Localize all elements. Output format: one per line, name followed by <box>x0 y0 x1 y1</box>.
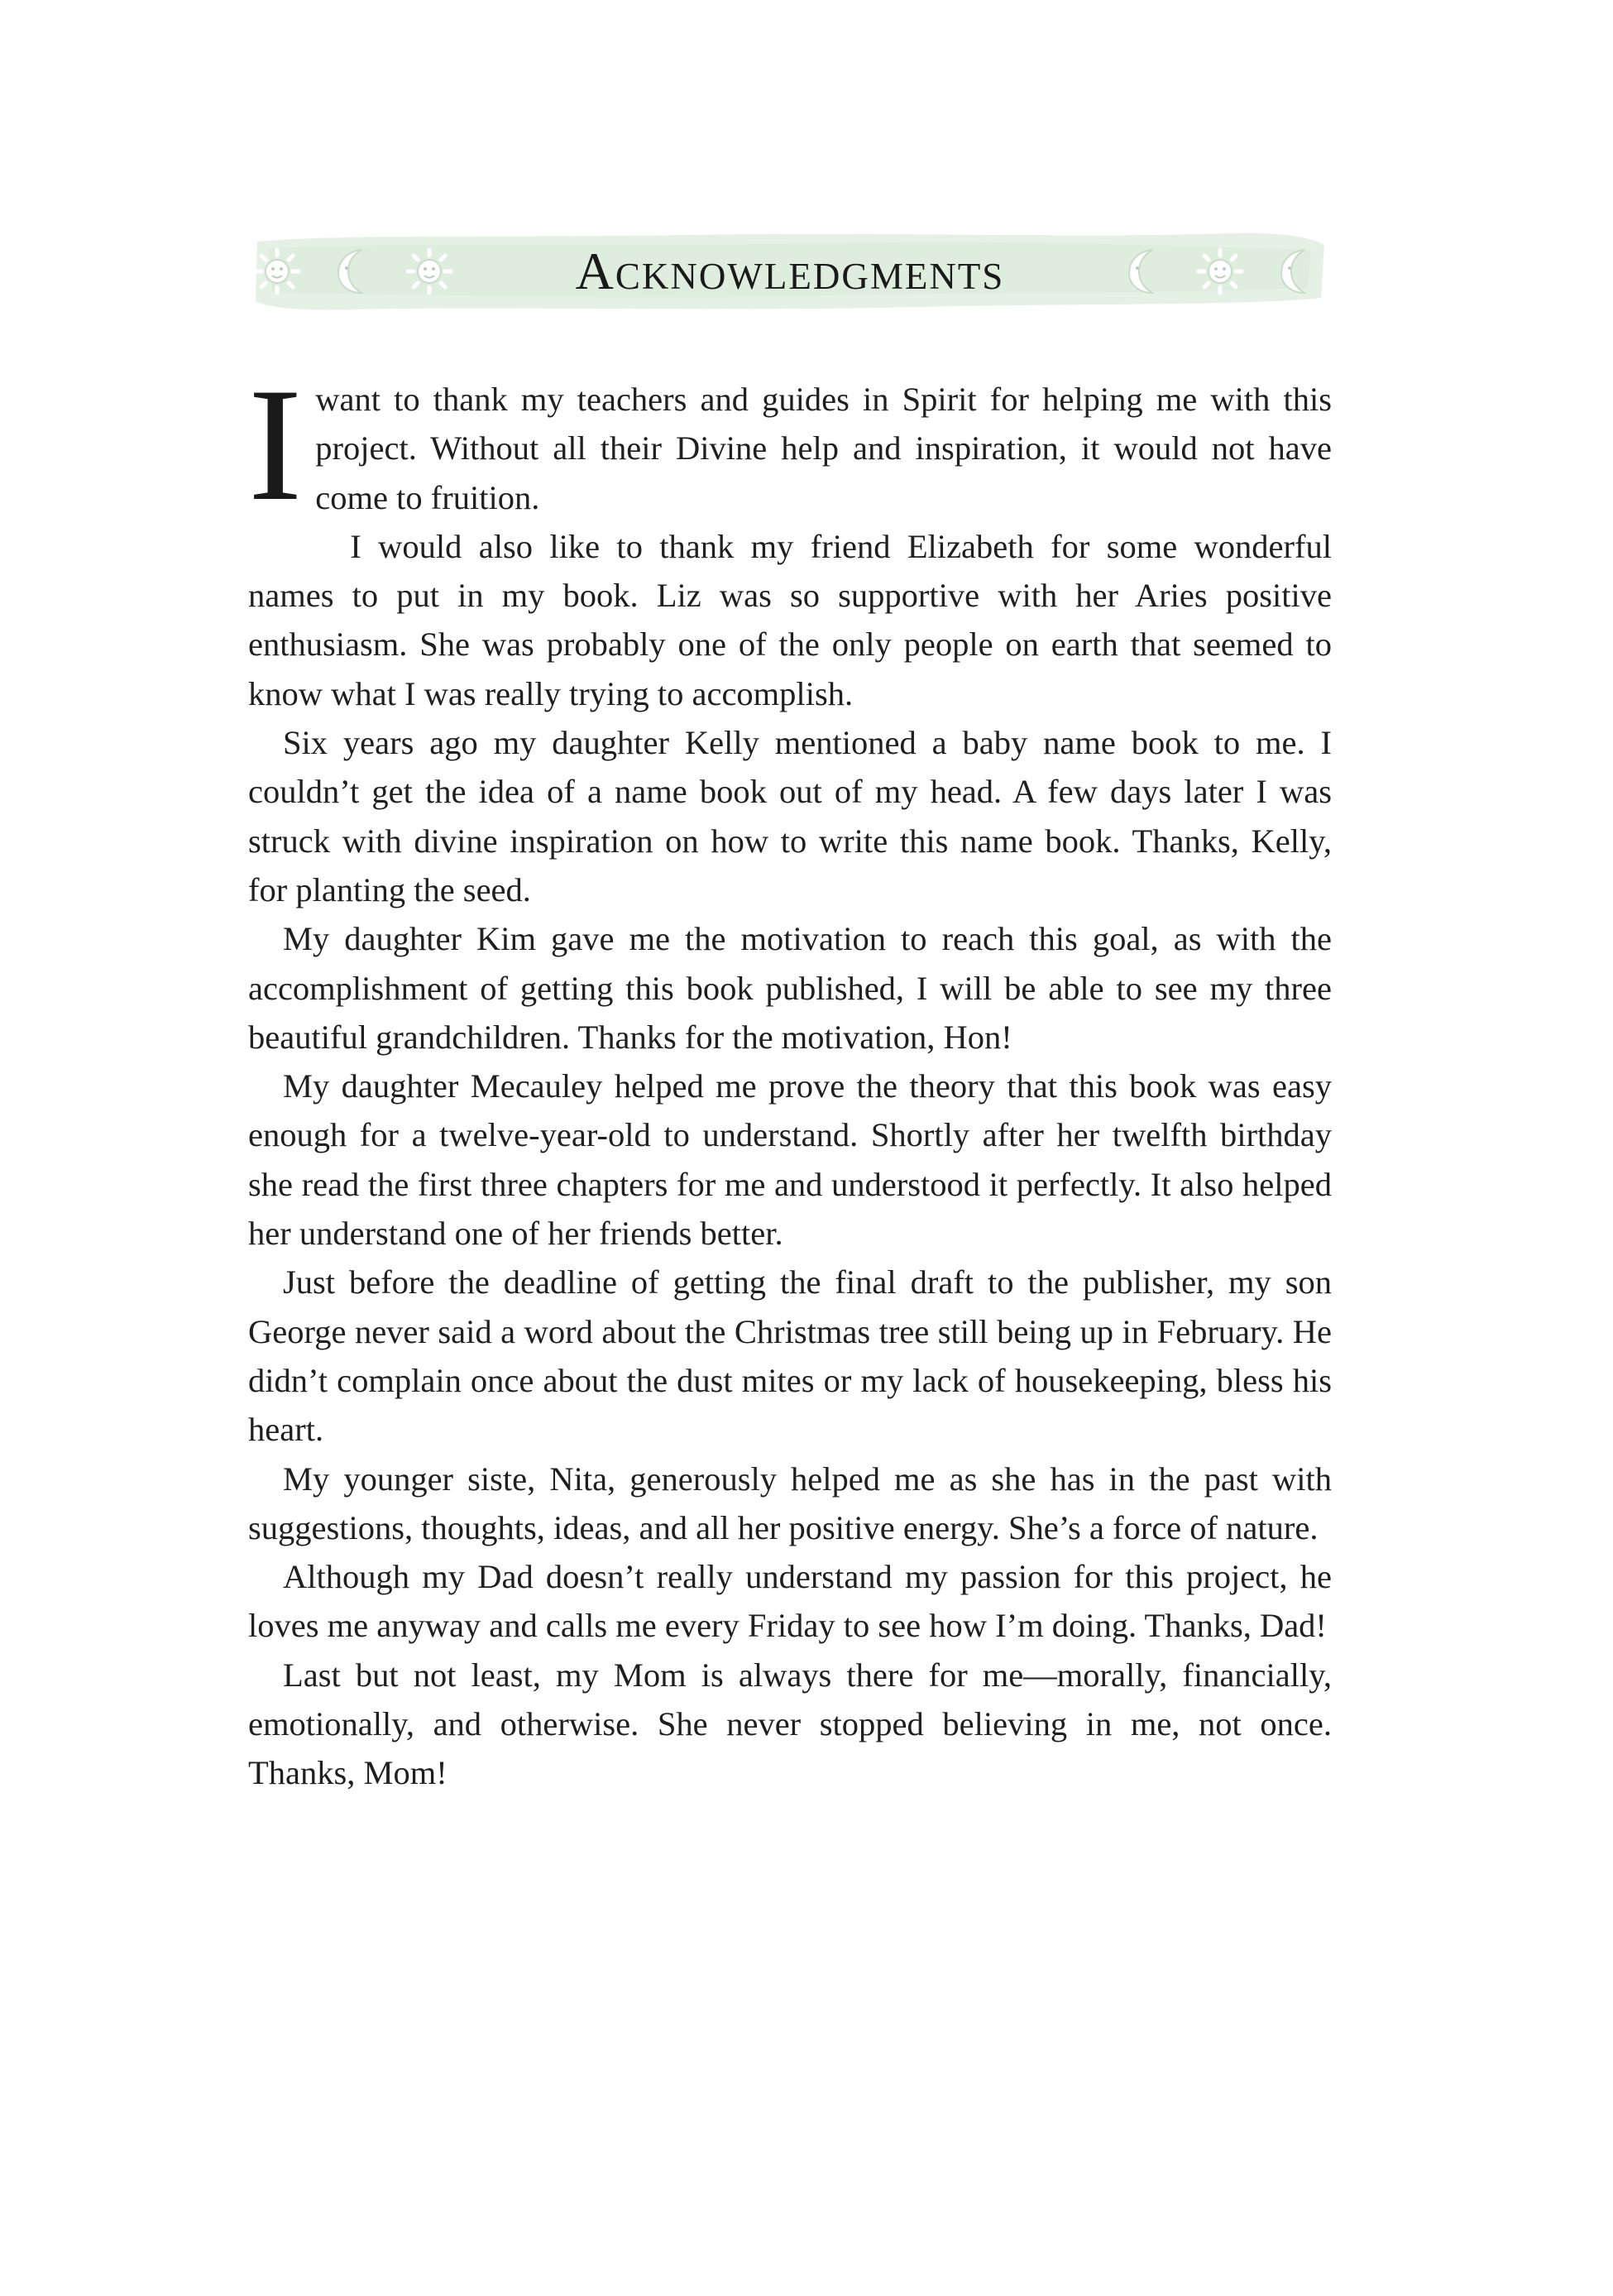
chapter-header-banner <box>252 230 1328 313</box>
paragraph: My daughter Kim gave me the motivation to reach this goal, as with the accomplishment of getting this book published, I will be able to see my three beautiful grandchildren. Thanks for the motivation, Hon! <box>248 920 1332 1056</box>
paragraph: My daughter Mecauley helped me prove the theory that this book was easy enough for a twelve-year-old to understand. Shortly after her twelfth birthday she read the first three chapters for me and understood it perfectly. It also helped her understand one of her friends better. <box>248 1067 1332 1253</box>
paragraph <box>248 355 1332 534</box>
page-title: Acknowledgments <box>575 242 1005 300</box>
paragraph: Last but not least, my Mom is always there for me—morally, financially, emotionally, and otherwise. She never stopped believing in me, not once. Thanks, Mom! <box>248 1656 1332 1792</box>
drop-cap: I <box>248 355 303 534</box>
paragraph-text: want to thank my teachers and guides in Spirit for helping me with this project. Without all their Divine help and inspiration, it would not have come to fruition. <box>315 381 1332 516</box>
acknowledgments-body <box>248 355 1332 1798</box>
paragraph: Just before the deadline of getting the final draft to the publisher, my son George never said a word about the Christmas tree still being up in February. He didn’t complain once about the dust mites or my lack of housekeeping, bless his heart. <box>248 1263 1332 1449</box>
paragraph: Although my Dad doesn’t really understand my passion for this project, he loves me anyway and calls me every Friday to see how I’m doing. Thanks, Dad! <box>248 1558 1332 1645</box>
paragraph: I would also like to thank my friend Elizabeth for some wonderful names to put in my book. Liz was so supportive with her Aries positive enthusiasm. She was probably one of the only people on earth that seemed to know what I was really trying to accomplish. <box>248 527 1332 712</box>
paragraph: Six years ago my daughter Kelly mentioned a baby name book to me. I couldn’t get the idea of a name book out of my head. A few days later I was struck with divine inspiration on how to write this name book. Thanks, Kelly, for planting the seed. <box>248 724 1332 908</box>
paragraph: My younger siste, Nita, generously helped me as she has in the past with suggestions, thoughts, ideas, and all her positive energy. She’s a force of nature. <box>248 1460 1332 1546</box>
